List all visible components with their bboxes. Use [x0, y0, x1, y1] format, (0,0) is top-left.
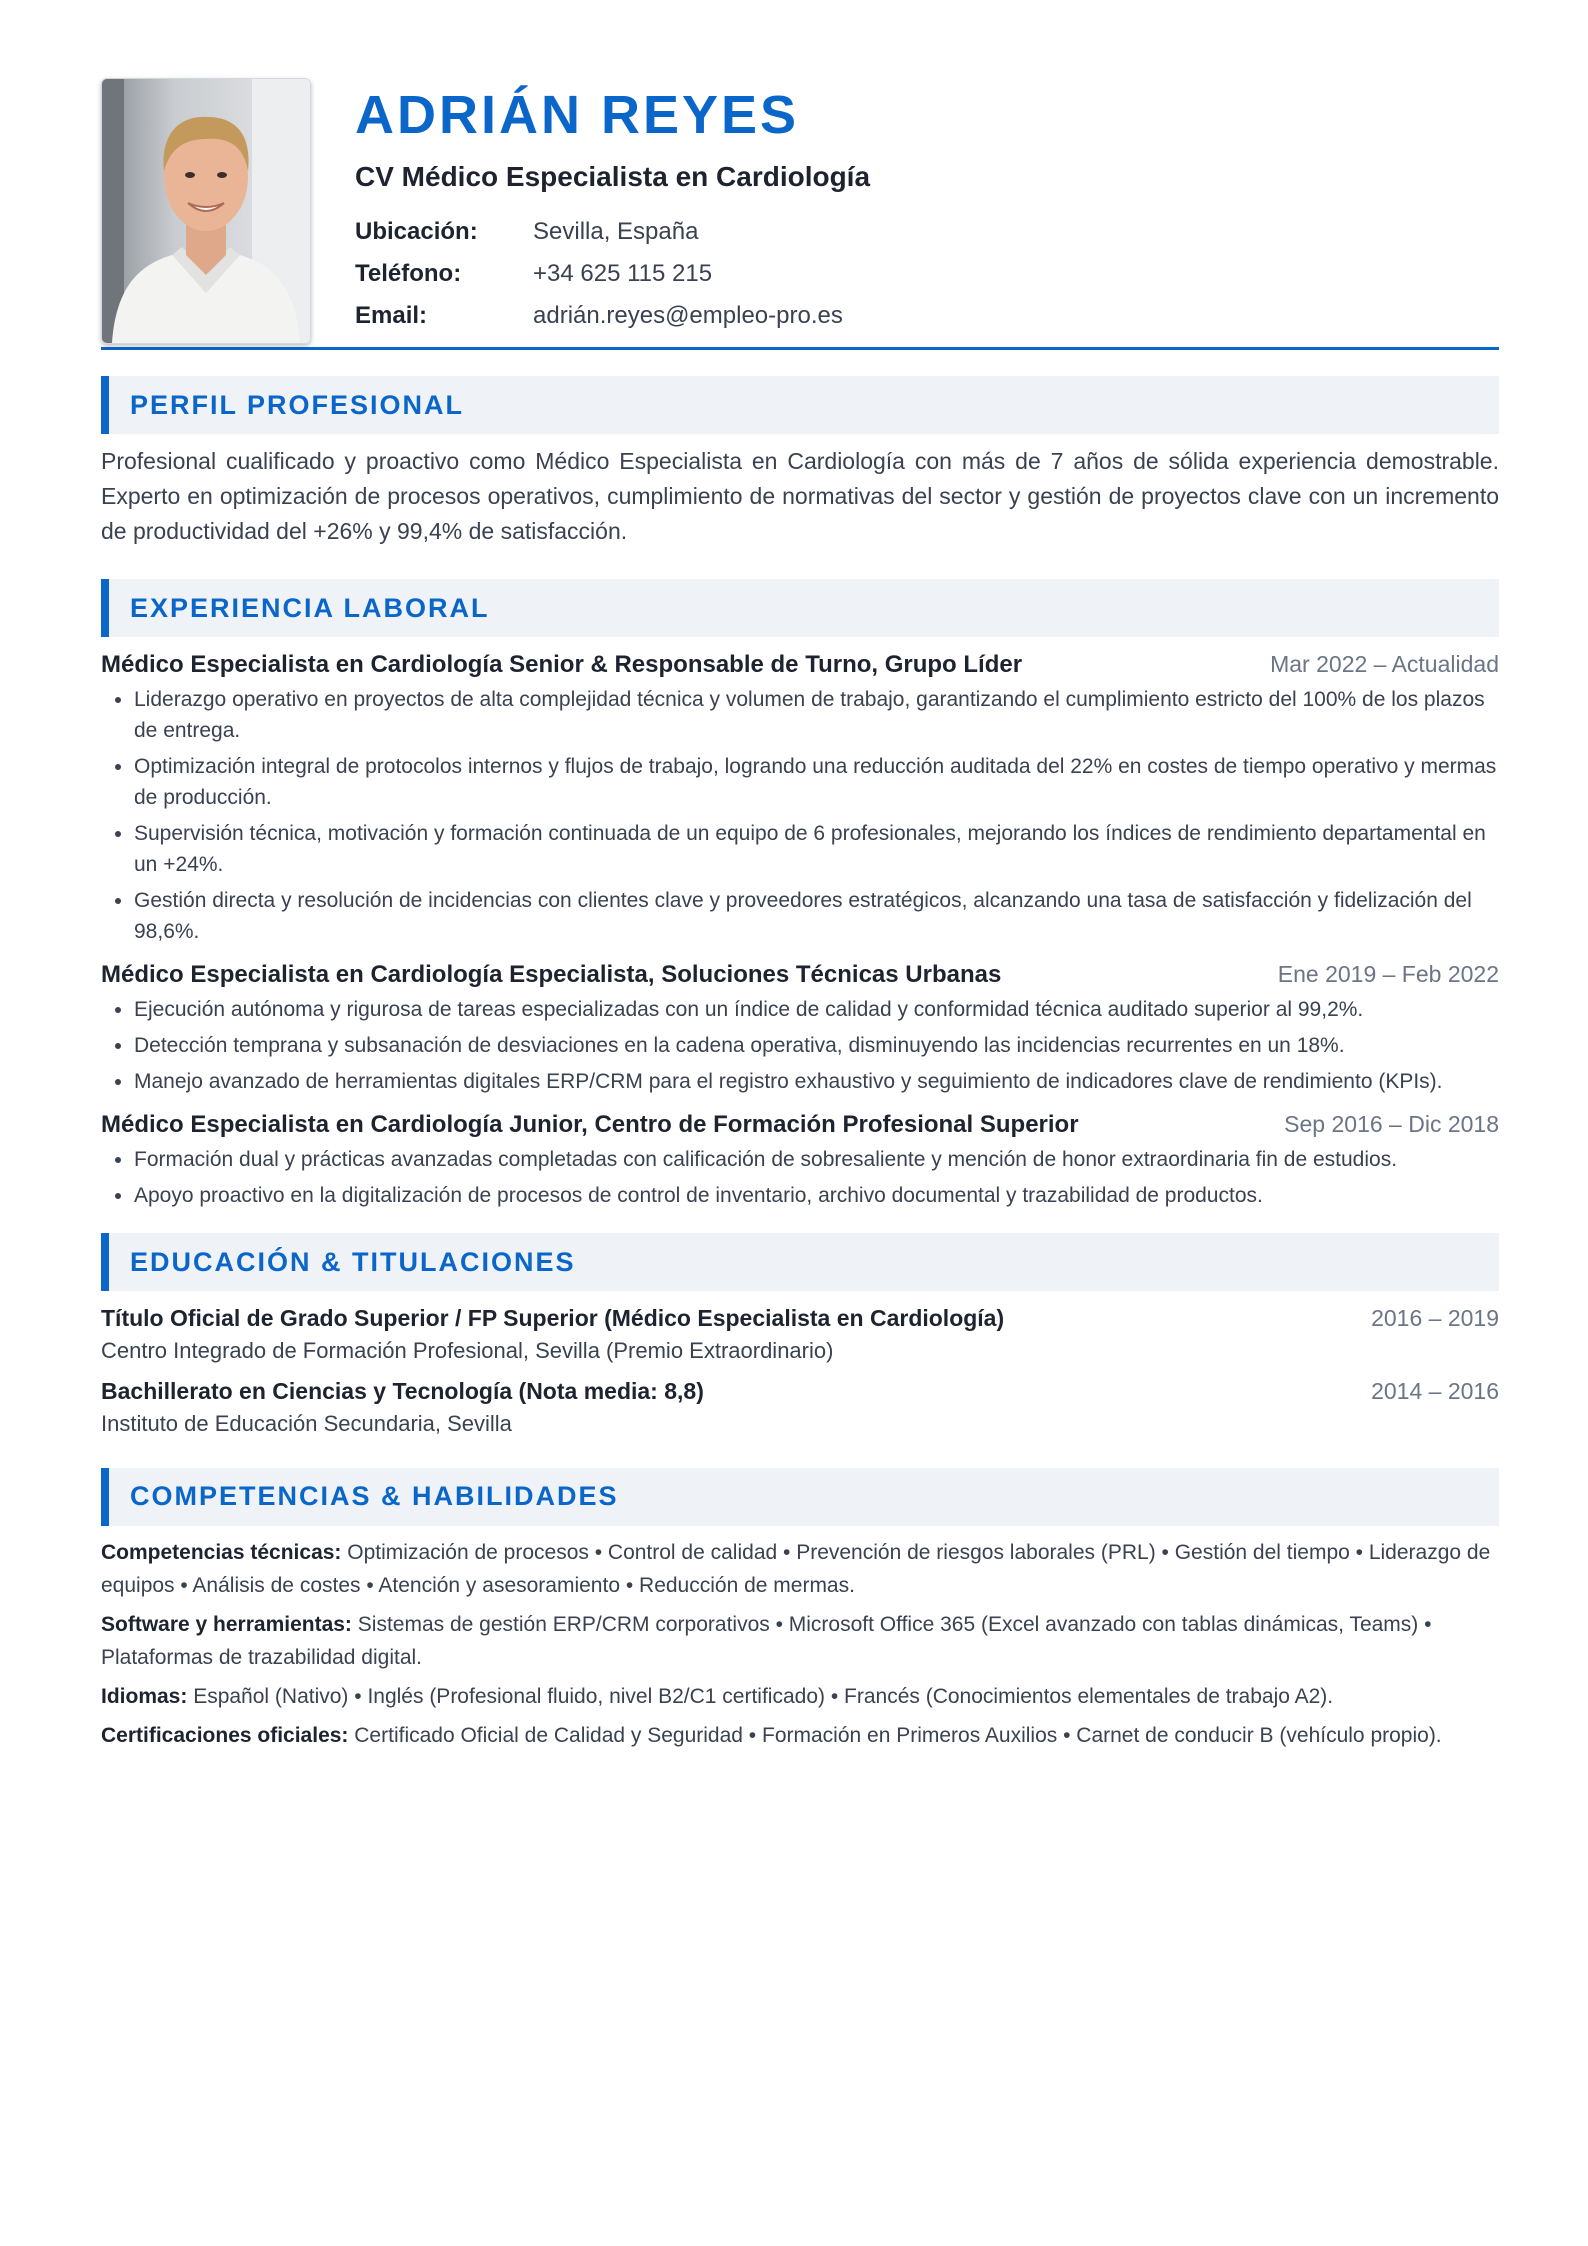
resume-header — [101, 78, 1499, 343]
institution: Instituto de Educación Secundaria, Sevilla — [101, 1411, 512, 1437]
skill-text: Certificado Oficial de Calidad y Seguridad • Formación en Primeros Auxilios • Carnet de conducir B (vehículo propio). — [354, 1723, 1442, 1747]
profile-summary: Profesional cualificado y proactivo como Médico Especialista en Cardiología con más de 7 años de sólida experiencia demostrable. Experto en optimización de procesos operativos, cumplimiento de normativas del sector y gestión de proyectos clave con un incremento de productividad del +26% y 99,4% de satisfacción. — [101, 448, 1499, 544]
contact-list — [355, 211, 1499, 337]
skill-group — [101, 1719, 1499, 1752]
contact-label: Teléfono: — [355, 260, 462, 287]
cv-subtitle: CV Médico Especialista en Cardiología — [355, 161, 871, 192]
bullet-item: • Supervisión técnica, motivación y formación continuada de un equipo de 6 profesionales, mejorando los índices de rendimiento departamental en un +24%. — [134, 818, 1499, 880]
degree-title: Bachillerato en Ciencias y Tecnología (Nota media: 8,8) — [101, 1378, 704, 1405]
skill-label: Competencias técnicas: — [101, 1540, 348, 1564]
contact-phone — [355, 253, 1499, 295]
location-value: Sevilla, España — [533, 218, 699, 245]
job-date: Mar 2022 – Actualidad — [1270, 651, 1499, 677]
skill-group — [101, 1680, 1499, 1713]
education-date: 2014 – 2016 — [1371, 1378, 1499, 1405]
job-entry — [101, 651, 1499, 947]
job-title: Médico Especialista en Cardiología Junior, Centro de Formación Profesional Superior — [101, 1111, 1079, 1138]
skills-list — [101, 1536, 1499, 1752]
bullet-item: • Ejecución autónoma y rigurosa de tareas especializadas con un índice de calidad y conformidad técnica auditado superior al 99,2%. — [134, 994, 1499, 1025]
job-date: Ene 2019 – Feb 2022 — [1277, 961, 1499, 987]
bullet-item: • Detección temprana y subsanación de desviaciones en la cadena operativa, disminuyendo las incidencias recurrentes en un 18%. — [134, 1030, 1499, 1061]
skill-group — [101, 1608, 1499, 1674]
education-header — [101, 1305, 1499, 1332]
education-entry — [101, 1378, 1499, 1437]
job-title: Médico Especialista en Cardiología Senior & Responsable de Turno, Grupo Líder — [101, 651, 1023, 678]
skill-group — [101, 1536, 1499, 1602]
email-value[interactable]: adrián.reyes@empleo-pro.es — [533, 302, 843, 329]
skill-text: Español (Nativo) • Inglés (Profesional fluido, nivel B2/C1 certificado) • Francés (Conocimientos elementales de trabajo A2). — [193, 1684, 1334, 1708]
job-date: Sep 2016 – Dic 2018 — [1284, 1111, 1499, 1137]
section-title: COMPETENCIAS & HABILIDADES — [130, 1481, 619, 1512]
bullet-item: • Gestión directa y resolución de incidencias con clientes clave y proveedores estratégicos, alcanzando una tasa de satisfacción y fidelización del 98,6%. — [134, 885, 1499, 947]
contact-location — [355, 211, 1499, 253]
job-title: Médico Especialista en Cardiología Especialista, Soluciones Técnicas Urbanas — [101, 961, 1002, 988]
section-title: EXPERIENCIA LABORAL — [130, 592, 490, 623]
section-heading-profile — [101, 376, 1499, 434]
institution: Centro Integrado de Formación Profesional, Sevilla (Premio Extraordinario) — [101, 1338, 834, 1363]
skill-text: Optimización de procesos • Control de calidad • Prevención de riesgos laborales (PRL) • Gestión del tiempo • Liderazgo de equipos • Análisis de costes • Atención y asesoramiento • Reducción de mermas. — [101, 1540, 1491, 1597]
skill-label: Idiomas: — [101, 1684, 194, 1708]
bullet-item: • Manejo avanzado de herramientas digitales ERP/CRM para el registro exhaustivo y seguimiento de indicadores clave de rendimiento (KPIs). — [134, 1066, 1499, 1097]
degree-title: Título Oficial de Grado Superior / FP Superior (Médico Especialista en Cardiología) — [101, 1305, 1005, 1331]
job-bullets — [101, 1144, 1499, 1211]
section-heading-education — [101, 1233, 1499, 1291]
candidate-name: ADRIÁN REYES — [355, 85, 800, 145]
bullet-item: • Optimización integral de protocolos internos y flujos de trabajo, logrando una reducción auditada del 22% en costes de tiempo operativo y mermas de producción. — [134, 751, 1499, 813]
phone-value: +34 625 115 215 — [533, 260, 713, 287]
bullet-item: • Liderazgo operativo en proyectos de alta complejidad técnica y volumen de trabajo, garantizando el cumplimiento estricto del 100% de los plazos de entrega. — [134, 684, 1499, 746]
header-divider — [101, 347, 1499, 350]
skill-label: Certificaciones oficiales: — [101, 1723, 355, 1747]
profile-photo — [101, 78, 311, 344]
header-info — [355, 78, 1499, 337]
section-heading-experience — [101, 579, 1499, 637]
job-bullets — [101, 684, 1499, 947]
job-header — [101, 961, 1499, 989]
education-header — [101, 1378, 1499, 1405]
job-entry — [101, 961, 1499, 1097]
education-date: 2016 – 2019 — [1371, 1305, 1499, 1331]
job-header — [101, 651, 1499, 679]
section-title: EDUCACIÓN & TITULACIONES — [130, 1246, 576, 1277]
job-header — [101, 1111, 1499, 1139]
resume-page — [101, 78, 1499, 1758]
section-heading-skills — [101, 1468, 1499, 1526]
contact-email — [355, 295, 1499, 337]
job-entry — [101, 1111, 1499, 1211]
contact-label: Email: — [355, 302, 428, 329]
education-entry — [101, 1305, 1499, 1364]
contact-label: Ubicación: — [355, 218, 478, 245]
bullet-item: • Apoyo proactivo en la digitalización de procesos de control de inventario, archivo documental y trazabilidad de productos. — [134, 1180, 1499, 1211]
section-title: PERFIL PROFESIONAL — [130, 389, 465, 420]
skill-text: Sistemas de gestión ERP/CRM corporativos • Microsoft Office 365 (Excel avanzado con tablas dinámicas, Teams) • Plataformas de trazabilidad digital. — [101, 1612, 1432, 1669]
job-bullets — [101, 994, 1499, 1097]
skill-label: Software y herramientas: — [101, 1612, 358, 1636]
bullet-item: • Formación dual y prácticas avanzadas completadas con calificación de sobresaliente y mención de honor extraordinaria fin de estudios. — [134, 1144, 1499, 1175]
